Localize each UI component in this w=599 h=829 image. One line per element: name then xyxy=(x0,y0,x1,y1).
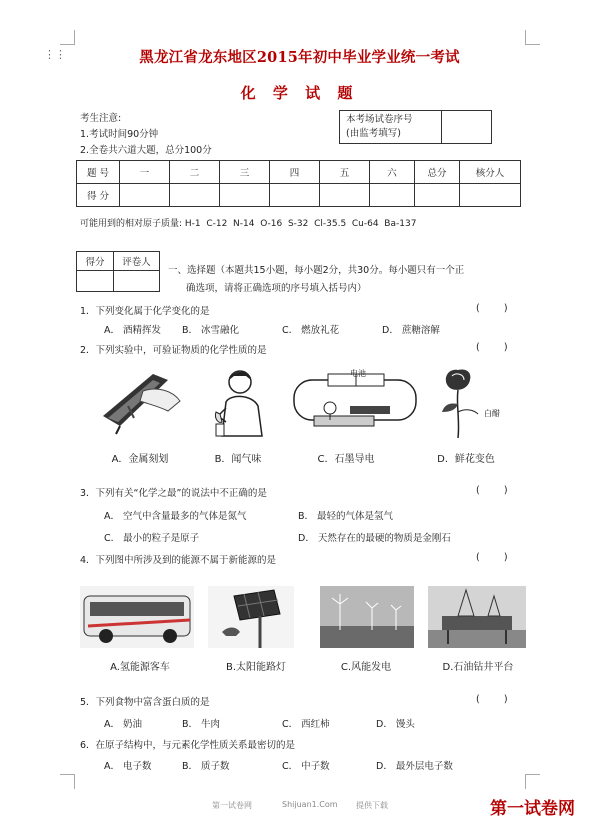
score-header-cell: 四 xyxy=(270,161,320,184)
question-6-option-c[interactable]: C． 中子数 xyxy=(282,761,330,772)
crop-mark-top-left xyxy=(60,30,75,45)
question-2-caption-b[interactable]: B．闻气味 xyxy=(214,454,262,465)
question-5-option-b[interactable]: B． 牛肉 xyxy=(182,719,221,730)
seat-label: 本考场试卷序号 (由监考填写) xyxy=(340,111,442,144)
score-cell[interactable] xyxy=(170,184,220,207)
section-1-instructions-line2: 确选项，请将正确选项的序号填入括号内） xyxy=(186,283,367,294)
question-4-answer-blank[interactable]: ( ) xyxy=(476,552,508,563)
question-6-option-b[interactable]: B． 质子数 xyxy=(182,761,230,772)
section-1-instructions-line1: 一、选择题（本题共15小题，每小题2分，共30分。每小题只有一个正 xyxy=(168,265,465,276)
score-header-cell: 核分人 xyxy=(460,161,521,184)
score-table-score-row xyxy=(77,184,521,207)
question-3-answer-blank[interactable]: ( ) xyxy=(476,485,508,496)
wind-power-photo xyxy=(320,586,414,648)
notice-item-1: 1.考试时间90分钟 xyxy=(80,129,159,140)
question-3-stem: 3．下列有关“化学之最”的说法中不正确的是 xyxy=(80,488,267,499)
question-5-answer-blank[interactable]: ( ) xyxy=(476,694,508,705)
crop-mark-top-right xyxy=(525,30,540,45)
score-row-label: 得 分 xyxy=(77,184,120,207)
atomic-masses-line: 可能用到的相对原子质量: H-1 C-12 N-14 O-16 S-32 Cl-35.5 Cu-64 Ba-137 xyxy=(80,219,417,229)
footer-brand-logo: 第一试卷网 xyxy=(490,799,575,819)
metal-scratch-image xyxy=(98,366,182,438)
question-3-option-a[interactable]: A． 空气中含量最多的气体是氮气 xyxy=(104,511,247,522)
question-1-option-a[interactable]: A． 酒精挥发 xyxy=(104,325,162,336)
footer-download-text: 提供下载 xyxy=(356,801,388,810)
question-1-answer-blank[interactable]: ( ) xyxy=(476,303,508,314)
grader-name-cell[interactable] xyxy=(114,271,160,292)
question-4-caption-c[interactable]: C.风能发电 xyxy=(340,662,392,673)
score-cell[interactable] xyxy=(460,184,521,207)
question-1-option-d[interactable]: D． 蔗糖溶解 xyxy=(382,325,440,336)
smelling-person-image xyxy=(208,366,268,440)
question-1-option-c[interactable]: C． 燃放礼花 xyxy=(282,325,340,336)
question-2-caption-a[interactable]: A．金属刻划 xyxy=(111,454,169,465)
question-1-option-b[interactable]: B． 冰雪融化 xyxy=(182,325,240,336)
seat-value-cell[interactable] xyxy=(442,111,492,144)
score-cell[interactable] xyxy=(270,184,320,207)
question-4-caption-b[interactable]: B.太阳能路灯 xyxy=(225,662,287,673)
rose-image xyxy=(436,364,500,440)
score-cell[interactable] xyxy=(320,184,370,207)
question-5-stem: 5．下列食物中富含蛋白质的是 xyxy=(80,697,210,708)
battery-label: 电池 xyxy=(350,369,366,378)
score-header-cell: 三 xyxy=(220,161,270,184)
grader-score-label: 得分 xyxy=(77,252,114,271)
score-cell[interactable] xyxy=(120,184,170,207)
score-header-cell: 一 xyxy=(120,161,170,184)
solar-streetlight-photo xyxy=(208,586,294,648)
grader-score-cell[interactable] xyxy=(77,271,114,292)
score-table-header-row xyxy=(77,161,521,184)
score-header-cell: 五 xyxy=(320,161,370,184)
question-6-stem: 6．在原子结构中，与元素化学性质关系最密切的是 xyxy=(80,740,296,751)
page-subtitle: 化 学 试 题 xyxy=(240,84,359,102)
hydrogen-bus-photo xyxy=(80,586,194,648)
question-5-option-c[interactable]: C． 西红柿 xyxy=(282,719,330,730)
score-header-cell: 二 xyxy=(170,161,220,184)
oil-rig-photo xyxy=(428,586,526,648)
notice-heading: 考生注意: xyxy=(80,113,122,124)
score-header-cell: 题 号 xyxy=(77,161,120,184)
page-title: 黑龙江省龙东地区2015年初中毕业学业统一考试 xyxy=(139,49,460,66)
question-5-option-d[interactable]: D． 馒头 xyxy=(376,719,415,730)
question-3-option-d[interactable]: D． 天然存在的最硬的物质是金刚石 xyxy=(298,533,451,544)
vinegar-label: 白醋 xyxy=(484,409,500,418)
question-2-stem: 2．下列实验中，可验证物质的化学性质的是 xyxy=(80,345,267,356)
question-4-caption-a[interactable]: A.氢能源客车 xyxy=(110,662,170,673)
score-header-cell: 六 xyxy=(370,161,415,184)
question-2-caption-c[interactable]: C．石墨导电 xyxy=(317,454,375,465)
footer-site-name: 第一试卷网 xyxy=(212,801,252,810)
score-cell[interactable] xyxy=(370,184,415,207)
question-1-stem: 1．下列变化属于化学变化的是 xyxy=(80,306,210,317)
question-3-option-c[interactable]: C． 最小的粒子是原子 xyxy=(104,533,200,544)
question-6-option-d[interactable]: D． 最外层电子数 xyxy=(376,761,453,772)
seat-number-box xyxy=(339,110,492,144)
question-2-answer-blank[interactable]: ( ) xyxy=(476,342,508,353)
score-table xyxy=(76,160,521,207)
question-5-option-a[interactable]: A． 奶油 xyxy=(104,719,143,730)
score-header-cell: 总分 xyxy=(415,161,460,184)
question-4-stem: 4．下列图中所涉及到的能源不属于新能源的是 xyxy=(80,555,277,566)
notice-item-2: 2.全卷共六道大题，总分100分 xyxy=(80,145,212,156)
question-4-caption-d[interactable]: D.石油钻井平台 xyxy=(442,662,514,673)
footer-site-url[interactable]: Shijuan1.Com xyxy=(282,800,338,809)
question-3-option-b[interactable]: B． 最轻的气体是氢气 xyxy=(298,511,394,522)
drag-handle-icon[interactable]: ⋮⋮ xyxy=(44,48,66,61)
crop-mark-bottom-left xyxy=(60,774,75,789)
question-6-option-a[interactable]: A． 电子数 xyxy=(104,761,152,772)
score-cell[interactable] xyxy=(220,184,270,207)
score-cell[interactable] xyxy=(415,184,460,207)
crop-mark-bottom-right xyxy=(525,774,540,789)
grader-box xyxy=(76,251,160,292)
question-2-caption-d[interactable]: D．鲜花变色 xyxy=(437,454,495,465)
grader-name-label: 评卷人 xyxy=(114,252,160,271)
